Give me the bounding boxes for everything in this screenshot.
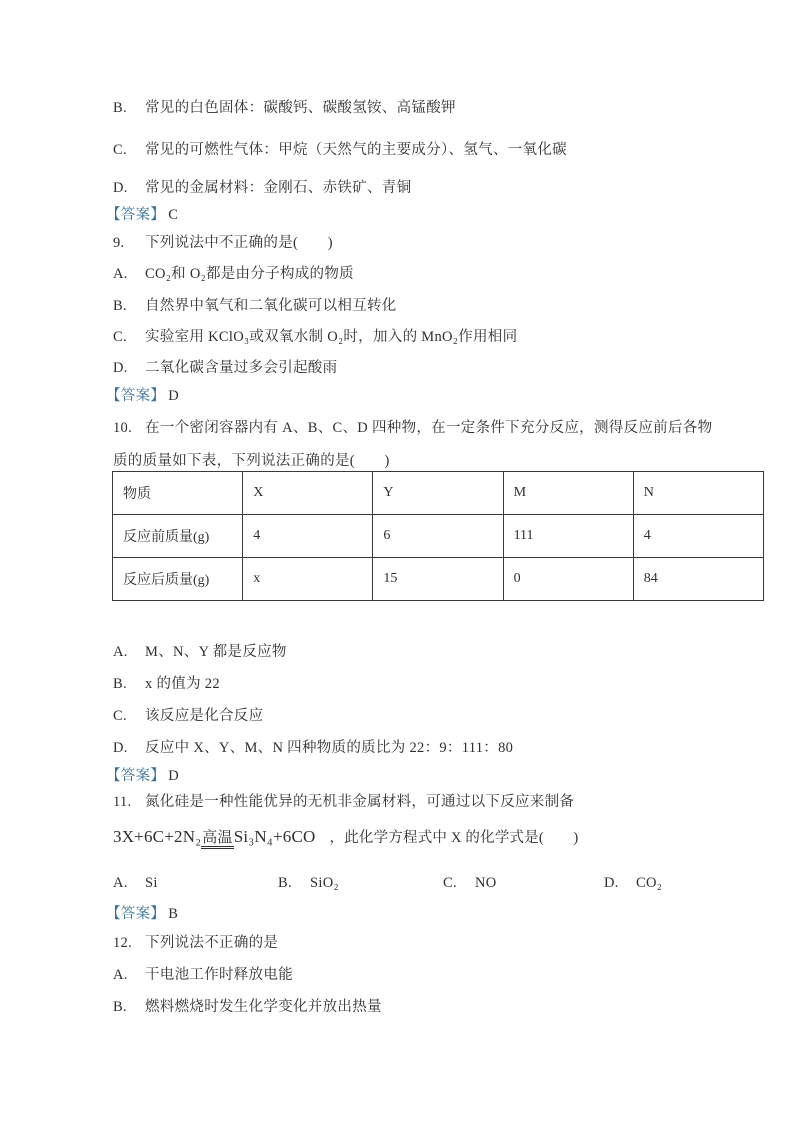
option-row bbox=[113, 674, 680, 694]
option-text: 燃料燃烧时发生化学变化并放出热量 bbox=[145, 999, 382, 1015]
stem-text: 下列说法不正确的是 bbox=[145, 935, 279, 951]
option-text: 实验室用 KClO₃或双氧水制 O₂时，加入的 MnO₂作用相同 bbox=[145, 329, 518, 345]
option-label: C. bbox=[113, 329, 127, 345]
table-cell: 反应后质量(g) bbox=[113, 558, 243, 601]
options-row bbox=[113, 873, 680, 893]
equation-suffix: ，此化学方程式中 X 的化学式是( ) bbox=[329, 830, 579, 846]
option-text: 二氧化碳含量过多会引起酸雨 bbox=[145, 360, 338, 376]
option-label: B. bbox=[278, 875, 292, 891]
option-text: 自然界中氧气和二氧化碳可以相互转化 bbox=[145, 298, 397, 314]
option-label: D. bbox=[113, 180, 128, 196]
option-label: A. bbox=[113, 266, 128, 282]
question-stem bbox=[113, 418, 713, 438]
option-cell bbox=[278, 873, 443, 893]
option-text: 干电池工作时释放电能 bbox=[145, 967, 293, 983]
option-text: NO bbox=[475, 875, 497, 891]
question-10-block bbox=[106, 418, 713, 786]
table-row bbox=[113, 558, 764, 601]
option-row bbox=[113, 98, 680, 118]
table-cell: 反应前质量(g) bbox=[113, 515, 243, 558]
question-9-block bbox=[106, 233, 680, 406]
question-number: 9. bbox=[113, 235, 125, 251]
option-text: 常见的白色固体：碳酸钙、碳酸氢铵、高锰酸钾 bbox=[145, 100, 456, 116]
option-row bbox=[113, 997, 680, 1017]
option-text: CO₂和 O₂都是由分子构成的物质 bbox=[145, 266, 354, 282]
answer-marker: 【答案】 bbox=[106, 906, 166, 922]
option-row bbox=[113, 296, 680, 316]
table-row bbox=[113, 515, 764, 558]
table-cell: 物质 bbox=[113, 472, 243, 515]
option-label: C. bbox=[113, 708, 127, 724]
table-cell: M bbox=[503, 472, 633, 515]
option-label: A. bbox=[113, 875, 128, 891]
option-row bbox=[113, 358, 680, 378]
equation-condition: 高温 bbox=[201, 830, 233, 849]
equation-right: Si₃N₄+6CO bbox=[233, 827, 316, 846]
question-stem bbox=[113, 933, 680, 953]
table-cell: N bbox=[633, 472, 763, 515]
option-label: D. bbox=[604, 875, 619, 891]
option-label: B. bbox=[113, 676, 127, 692]
option-label: A. bbox=[113, 967, 128, 983]
answer-marker: 【答案】 bbox=[106, 768, 166, 784]
question-stem-wrap bbox=[113, 451, 680, 471]
option-label: A. bbox=[113, 644, 128, 660]
stem-text: 下列说法中不正确的是( ) bbox=[145, 235, 333, 251]
option-text: CO₂ bbox=[636, 875, 663, 891]
option-row bbox=[113, 264, 680, 284]
option-cell bbox=[113, 873, 278, 893]
option-cell bbox=[443, 873, 604, 893]
option-label: C. bbox=[443, 875, 457, 891]
stem-text: 在一个密闭容器内有 A、B、C、D 四种物，在一定条件下充分反应，测得反应前后各物 bbox=[145, 420, 713, 436]
option-text: SiO₂ bbox=[310, 875, 339, 891]
option-label: B. bbox=[113, 100, 127, 116]
equation-left: 3X+6C+2N₂ bbox=[113, 827, 202, 846]
table-row bbox=[113, 472, 764, 515]
option-row bbox=[113, 327, 680, 347]
answer-row bbox=[106, 766, 680, 786]
question-number: 11. bbox=[113, 794, 132, 810]
reaction-mass-table bbox=[112, 471, 764, 601]
option-row bbox=[113, 178, 680, 198]
option-text: x 的值为 22 bbox=[145, 676, 220, 692]
option-cell bbox=[604, 873, 680, 893]
option-row bbox=[113, 642, 680, 662]
stem-text: 氮化硅是一种性能优异的无机非金属材料，可通过以下反应来制备 bbox=[145, 794, 575, 810]
answer-value: D bbox=[168, 768, 179, 784]
option-label: C. bbox=[113, 142, 127, 158]
answer-row bbox=[106, 205, 680, 225]
table-cell: 0 bbox=[503, 558, 633, 601]
option-text: 常见的可燃性气体：甲烷（天然气的主要成分）、氢气、一氧化碳 bbox=[145, 142, 567, 158]
option-row bbox=[113, 706, 680, 726]
table-cell: 6 bbox=[373, 515, 503, 558]
table-cell: 15 bbox=[373, 558, 503, 601]
question-8-block bbox=[106, 98, 680, 225]
answer-value: D bbox=[168, 388, 179, 404]
answer-value: C bbox=[168, 207, 179, 223]
question-number: 12. bbox=[113, 935, 133, 951]
table-cell: Y bbox=[373, 472, 503, 515]
table-cell: x bbox=[243, 558, 373, 601]
table-cell: 4 bbox=[243, 515, 373, 558]
option-text: M、N、Y 都是反应物 bbox=[145, 644, 287, 660]
option-text: 反应中 X、Y、M、N 四种物质的质比为 22：9：111：80 bbox=[145, 740, 514, 756]
question-stem bbox=[113, 233, 680, 253]
option-text: 常见的金属材料：金刚石、赤铁矿、青铜 bbox=[145, 180, 412, 196]
question-stem bbox=[113, 792, 680, 812]
stem-text: 质的质量如下表，下列说法正确的是( ) bbox=[113, 453, 390, 469]
question-11-block bbox=[106, 792, 680, 924]
answer-marker: 【答案】 bbox=[106, 388, 166, 404]
table-cell: 111 bbox=[503, 515, 633, 558]
option-label: B. bbox=[113, 999, 127, 1015]
option-row bbox=[113, 965, 680, 985]
option-label: D. bbox=[113, 360, 128, 376]
answer-row bbox=[106, 904, 680, 924]
answer-value: B bbox=[168, 906, 179, 922]
answer-marker: 【答案】 bbox=[106, 207, 166, 223]
table-cell: 4 bbox=[633, 515, 763, 558]
question-number: 10. bbox=[113, 420, 133, 436]
option-label: B. bbox=[113, 298, 127, 314]
answer-row bbox=[106, 386, 680, 406]
question-12-block bbox=[113, 933, 680, 1017]
table-cell: 84 bbox=[633, 558, 763, 601]
option-row bbox=[113, 140, 680, 160]
option-text: Si bbox=[145, 875, 158, 891]
chemical-equation bbox=[113, 824, 680, 851]
table-cell: X bbox=[243, 472, 373, 515]
option-label: D. bbox=[113, 740, 128, 756]
option-row bbox=[113, 738, 680, 758]
option-text: 该反应是化合反应 bbox=[145, 708, 264, 724]
